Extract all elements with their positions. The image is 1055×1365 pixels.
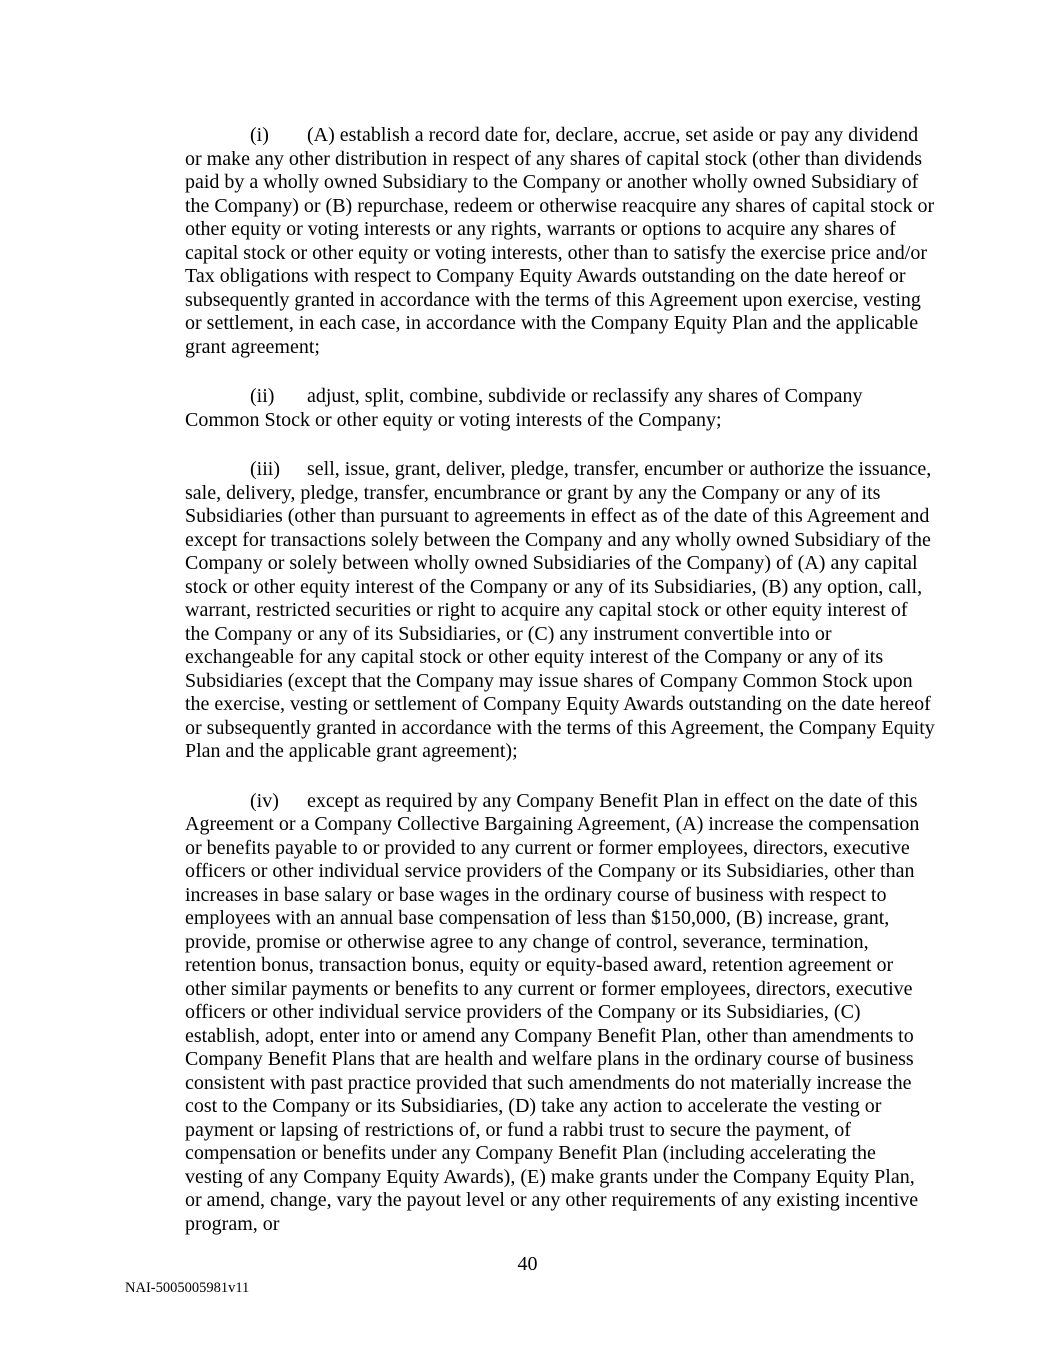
- clause-text: (A) establish a record date for, declare, accrue, set aside or pay any dividend or make any other distribution in respect of any shares of capital stock (other than dividends paid by a wholly owned Subsidiary to the Company or another wholly owned Subsidiary of the Company) or (B) repurchase, redeem or otherwise reacquire any shares of capital stock or other equity or voting interests or any rights, warrants or options to acquire any shares of capital stock or other equity or voting interests, other than to satisfy the exercise price and/or Tax obligations with respect to Company Equity Awards outstanding on the date hereof or subsequently granted in accordance with the terms of this Agreement upon exercise, vesting or settlement, in each case, in accordance with the Company Equity Plan and the applicable grant agreement;: [185, 124, 935, 358]
- clause-paragraph-iii: [185, 458, 935, 764]
- clause-number: (iv): [250, 789, 279, 812]
- clause-number: (i): [250, 124, 269, 146]
- clause-number: (ii): [250, 385, 275, 407]
- clause-text: except as required by any Company Benefit Plan in effect on the date of this Agreement or a Company Collective Bargaining Agreement, (A) increase the compensation or benefits payable to or provided to any current or former employees, directors, executive officers or other individual service providers of the Company or its Subsidiaries, other than increases in base salary or base wages in the ordinary course of business with respect to employees with an annual base compensation of less than $150,000, (B) increase, grant, provide, promise or otherwise agree to any change of control, severance, termination, retention bonus, transaction bonus, equity or equity-based award, retention agreement or other similar payments or benefits to any current or former employees, directors, executive officers or other individual service providers of the Company or its Subsidiaries, (C) establish, adopt, enter into or amend any Company Benefit Plan, other than amendments to Company Benefit Plans that are health and welfare plans in the ordinary course of business consistent with past practice provided that such amendments do not materially increase the cost to the Company or its Subsidiaries, (D) take any action to accelerate the vesting or payment or lapsing of restrictions of, or fund a rabbi trust to secure the payment, of compensation or benefits under any Company Benefit Plan (including accelerating the vesting of any Company Equity Awards), (E) make grants under the Company Equity Plan, or amend, change, vary the payout level or any other requirements of any existing incentive program, or: [185, 789, 920, 1235]
- clause-paragraph-ii: [185, 385, 935, 432]
- clause-paragraph-i: [185, 124, 935, 359]
- clause-text: adjust, split, combine, subdivide or reclassify any shares of Company Common Stock or other equity or voting interests of the Company;: [185, 385, 863, 431]
- document-body: [185, 124, 935, 1262]
- clause-number: (iii): [250, 458, 280, 480]
- page-number: 40: [517, 1253, 538, 1275]
- clause-paragraph-iv: [185, 790, 935, 1237]
- clause-text: sell, issue, grant, deliver, pledge, transfer, encumber or authorize the issuance, sale, delivery, pledge, transfer, encumbrance or grant by any the Company or any of its Subsidiaries (other than pursuant to agreements in effect as of the date of this Agreement and except for transactions solely between the Company and any wholly owned Subsidiary of the Company or solely between wholly owned Subsidiaries of the Company) of (A) any capital stock or other equity interest of the Company or any of its Subsidiaries, (B) any option, call, warrant, restricted securities or right to acquire any capital stock or other equity interest of the Company or any of its Subsidiaries, or (C) any instrument convertible into or exchangeable for any capital stock or other equity interest of the Company or any of its Subsidiaries (except that the Company may issue shares of Company Common Stock upon the exercise, vesting or settlement of Company Equity Awards outstanding on the date hereof or subsequently granted in accordance with the terms of this Agreement, the Company Equity Plan and the applicable grant agreement);: [185, 458, 935, 762]
- footer-document-id: NAI-5005005981v11: [125, 1280, 250, 1296]
